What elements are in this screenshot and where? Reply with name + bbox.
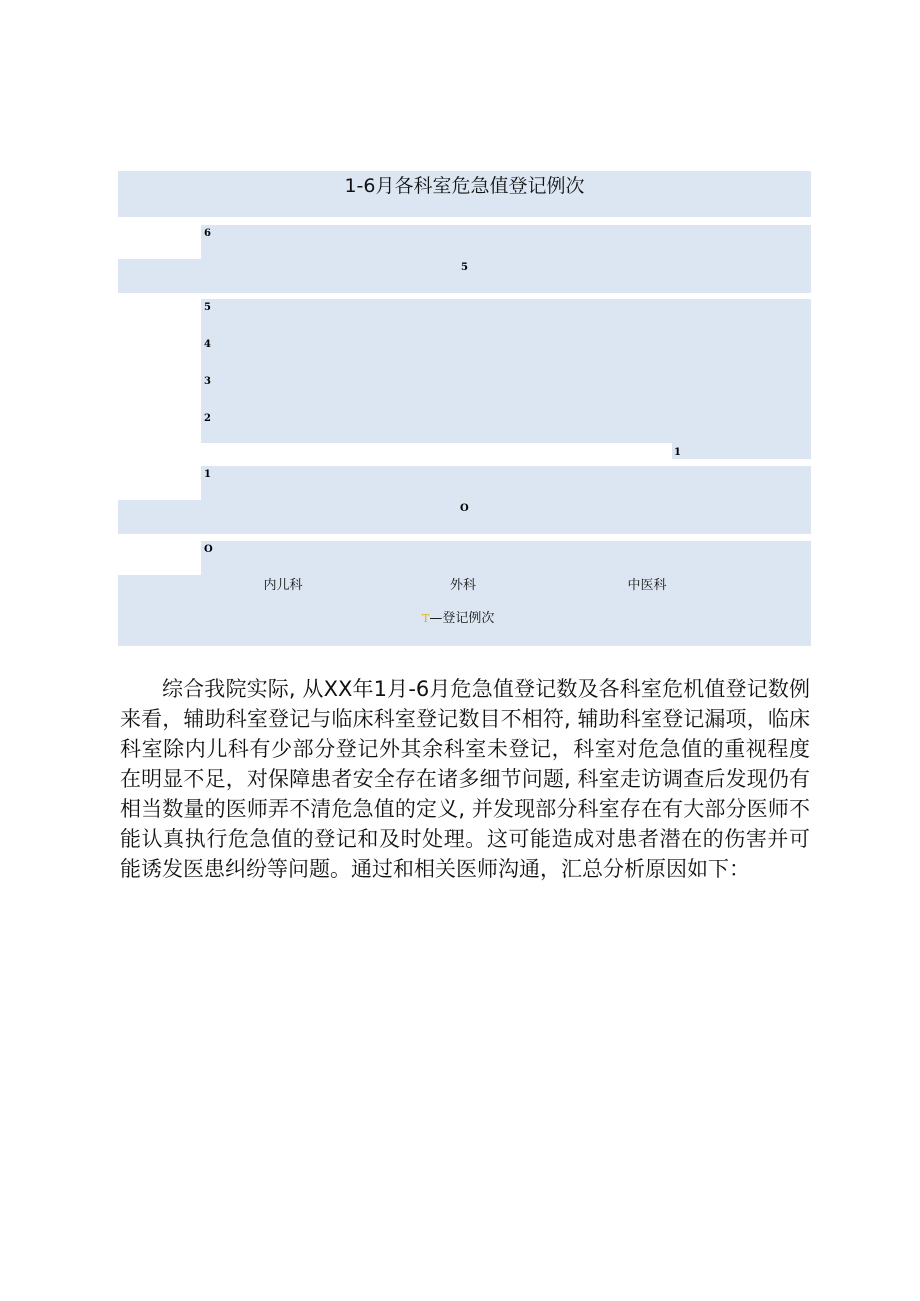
plot-band bbox=[201, 541, 811, 575]
y-tick-label: O bbox=[204, 544, 213, 555]
plot-band bbox=[672, 443, 811, 459]
data-label-waike: O bbox=[460, 503, 469, 514]
y-tick-label: 2 bbox=[204, 413, 211, 424]
plot-band bbox=[201, 466, 811, 500]
y-tick-label: 3 bbox=[204, 376, 211, 387]
x-category-label: 外科 bbox=[449, 578, 477, 593]
chart-legend bbox=[422, 610, 494, 628]
plot-band bbox=[201, 225, 811, 259]
plot-band bbox=[201, 299, 811, 443]
y-tick-label: 5 bbox=[204, 302, 211, 313]
y-tick-label: 4 bbox=[204, 339, 211, 350]
data-label-neierke: 5 bbox=[461, 262, 468, 273]
legend-label: —登记例次 bbox=[429, 611, 495, 626]
legend-marker: T bbox=[422, 612, 430, 625]
y-tick-label: 6 bbox=[204, 228, 211, 239]
body-paragraph: 综合我院实际, 从XX年1月-6月危急值登记数及各科室危机值登记数例来看，辅助科室登记与临床科室登记数目不相符, 辅助科室登记漏项，临床科室除内儿科有少部分登记外其余科室未登记，科室对危急值的重视程度在明显不足，对保障患者安全存在诸多细节问题, 科室走访调查后发现仍有相当数量的医师弄不清危急值的定义, 并发现部分科室存在有大部分医师不能认真执行危急值的登记和及时处理。这可能造成对患者潜在的伤害并可能诱发医患纠纷等问题。通过和相关医师沟通，汇总分析原因如下： bbox=[120, 677, 810, 881]
data-label-zhongyike: 1 bbox=[674, 447, 681, 458]
x-category-label: 内儿科 bbox=[263, 578, 303, 593]
x-category-label: 中医科 bbox=[627, 578, 667, 593]
chart-title: 1-6月各科室危急值登记例次 bbox=[344, 175, 585, 197]
y-tick-label: 1 bbox=[204, 469, 211, 480]
